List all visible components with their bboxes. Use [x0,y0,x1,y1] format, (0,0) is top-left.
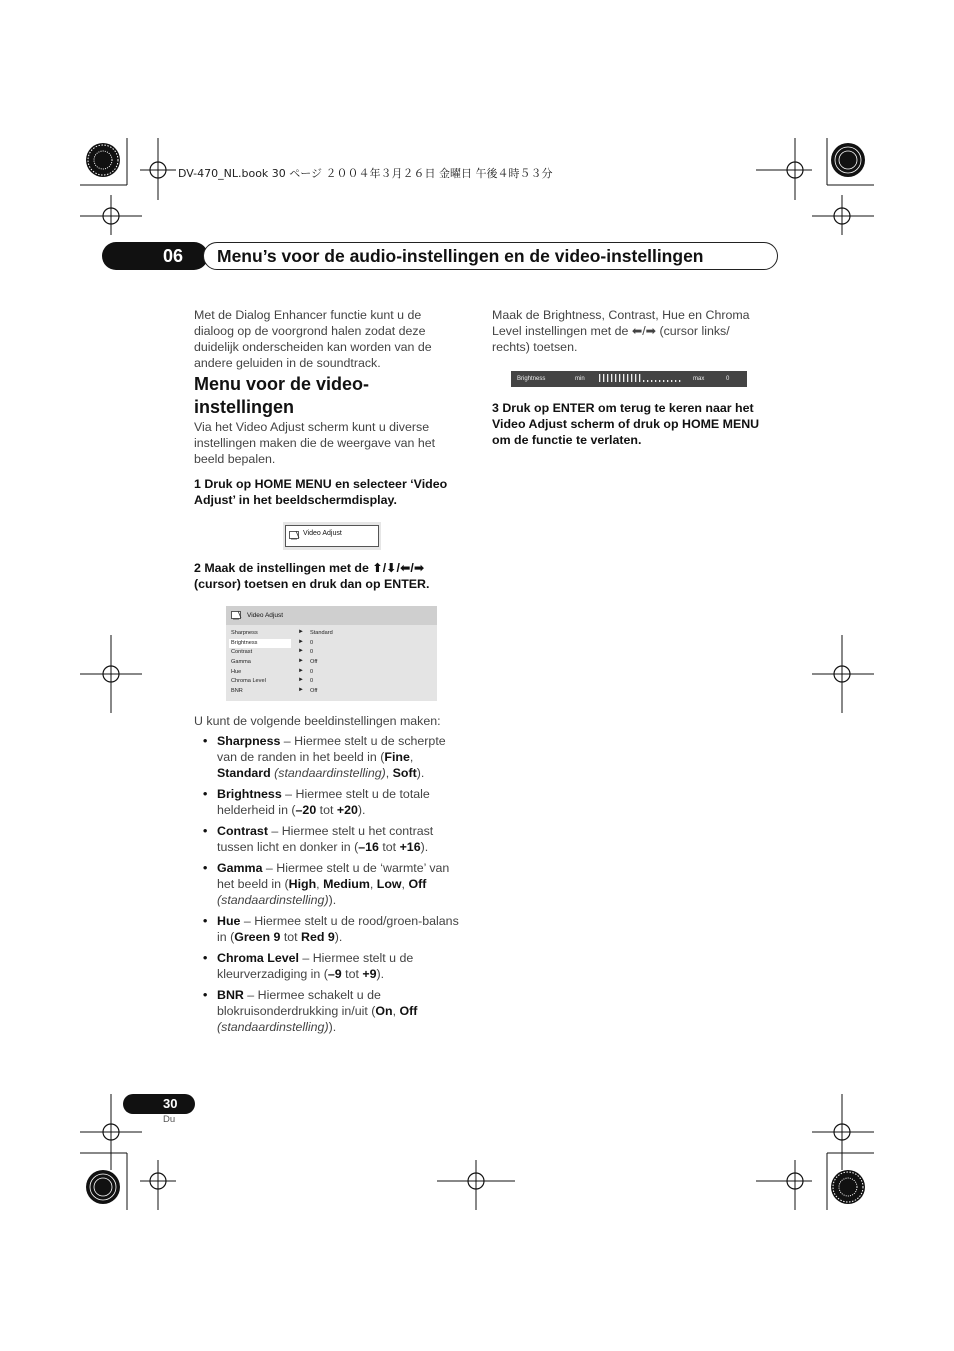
row-value: Off [310,659,318,665]
page-number: 30 [163,1096,178,1111]
brightness-level-meter [599,374,687,384]
option-description: Hiermee stelt u de rood/groen-balans in ( [217,914,459,944]
level-tick [623,374,624,382]
option-name: Contrast [217,824,268,838]
arrow-right-icon: ► [298,658,304,664]
chapter-title: Menu’s voor de audio-instellingen en de video-instellingen [203,242,778,270]
option-end: ). [420,840,429,854]
menu-row-sharpness [226,629,437,638]
arrow-right-icon: ► [298,648,304,654]
option-item: • Chroma Level – Hiermee stelt u de kleurverzadiging in (–9 tot +9). [203,951,414,981]
level-tick [663,380,664,382]
section-title: Menu voor de video-instellingen [194,374,370,417]
row-name: Gamma [231,659,251,665]
row-value: 0 [310,649,314,655]
option-end: ). [416,766,425,780]
video-adjust-box [285,525,379,547]
row-name: Chroma Level [231,678,266,684]
level-tick [667,380,668,382]
option-description: Hiermee stelt u de totale helderheid in ( [217,787,430,817]
option-values: Fine, Standard (standaardinstelling), Soft [217,750,417,780]
menu-title: Video Adjust [247,612,284,619]
bullet: • [203,734,208,748]
row-name: Brightness [231,640,258,646]
level-tick [647,380,648,382]
level-tick [611,374,612,382]
chapter-number-tab [102,242,208,270]
row-value: Standard [310,630,333,636]
option-description: Hiermee stelt u de scherpte van de randen in het beeld in ( [217,734,446,764]
level-tick [627,374,628,382]
bullet: • [203,824,208,838]
menu-row-chroma-level [226,677,437,686]
option-end: ). [328,1020,337,1034]
row-name: Contrast [231,649,253,655]
print-header: DV-470_NL.book 30 ページ ２００４年３月２６日 金曜日 午後４時５３分 [178,167,553,180]
option-values: –9 tot +9 [327,967,377,981]
options-intro: U kunt de volgende beeldinstellingen maken: [194,714,441,728]
menu-row-gamma [226,658,437,667]
option-end: ). [376,967,385,981]
option-description: Hiermee schakelt u de blokruisonderdrukking in/uit ( [217,988,381,1018]
option-name: Gamma [217,861,263,875]
option-values: –16 tot +16 [358,840,421,854]
video-adjust-screen-small [283,522,381,550]
arrow-right-icon: ► [298,668,304,674]
option-end: ). [334,930,343,944]
level-tick [659,380,660,382]
option-values: Green 9 tot Red 9 [234,930,335,944]
option-values: –20 tot +20 [295,803,358,817]
level-tick [655,380,656,382]
option-item: • BNR – Hiermee schakelt u de blokruisonderdrukking in/uit (On, Off (standaardinstelling)). [203,988,418,1034]
option-item: • Hue – Hiermee stelt u de rood/groen-balans in (Green 9 tot Red 9). [203,914,459,944]
option-name: Sharpness [217,734,281,748]
right-intro: Maak de Brightness, Contrast, Hue en Chroma Level instellingen met de ⬅/➡ (cursor links/ rechts) toetsen. [492,308,750,354]
level-tick [619,374,620,382]
level-tick [643,380,644,382]
row-name: Hue [231,669,242,675]
intro-paragraph: Met de Dialog Enhancer functie kunt u de dialoog op de voorgrond halen zodat deze duidelijk onderscheiden kan worden van de andere geluiden in de soundtrack. [194,308,432,370]
step-3: 3 Druk op ENTER om terug te keren naar het Video Adjust scherm of druk op HOME MENU om de functie te verlaten. [492,401,760,447]
chapter-number: 06 [163,246,184,266]
option-description: Hiermee stelt u de kleurverzadiging in ( [217,951,414,981]
brightness-label: Brightness [517,376,546,382]
menu-row-hue [226,668,437,677]
screen-icon [231,610,243,622]
row-name: Sharpness [231,630,258,636]
page-number-tab [123,1094,195,1114]
menu-row-bnr [226,687,437,696]
screen-icon [289,530,300,541]
level-tick [599,374,600,382]
level-tick [639,374,640,382]
menu-row-brightness [226,639,437,648]
options-list [194,733,469,1040]
step-1: 1 Druk op HOME MENU en selecteer ‘Video Adjust’ in het beeldschermdisplay. [194,477,448,507]
page-language: Du [163,1114,176,1125]
option-values: On, Off (standaardinstelling) [217,1004,418,1034]
row-value: 0 [310,640,314,646]
option-name: Chroma Level [217,951,299,965]
option-description: Hiermee stelt u de ‘warmte’ van het beeld in ( [217,861,450,891]
bullet: • [203,988,208,1002]
brightness-min: min [575,376,585,382]
menu-row-contrast [226,648,437,657]
row-name: BNR [231,688,243,694]
option-description: Hiermee stelt u het contrast tussen licht en donker in ( [217,824,434,854]
arrow-right-icon: ► [298,687,304,693]
option-item: • Gamma – Hiermee stelt u de ‘warmte’ van het beeld in (High, Medium, Low, Off (standaardinstelling)). [203,861,450,907]
bullet: • [203,861,208,875]
video-adjust-label: Video Adjust [303,530,342,537]
option-name: BNR [217,988,244,1002]
level-tick [679,380,680,382]
level-tick [607,374,608,382]
level-tick [675,380,676,382]
video-adjust-menu-screen [226,606,437,701]
brightness-bar-screen [511,371,747,387]
option-name: Hue [217,914,241,928]
bullet: • [203,787,208,801]
option-name: Brightness [217,787,282,801]
step-2: 2 Maak de instellingen met de ⬆/⬇/⬅/➡ (cursor) toetsen en druk dan op ENTER. [194,561,430,591]
row-value: Off [310,688,318,694]
brightness-max: max [693,376,705,382]
row-value: 0 [310,678,314,684]
level-tick [631,374,632,382]
level-tick [651,380,652,382]
arrow-right-icon: ► [298,639,304,645]
option-item: • Brightness – Hiermee stelt u de totale helderheid in (–20 tot +20). [203,787,430,817]
option-item: • Sharpness – Hiermee stelt u de scherpte van de randen in het beeld in (Fine, Standard (standaardinstelling), Soft). [203,734,446,780]
option-values: High, Medium, Low, Off (standaardinstelling) [217,877,427,907]
section-intro: Via het Video Adjust scherm kunt u diverse instellingen maken die de weergave van het beeld bepalen. [194,420,436,466]
level-tick [615,374,616,382]
option-item: • Contrast – Hiermee stelt u het contrast tussen licht en donker in (–16 tot +16). [203,824,434,854]
arrow-right-icon: ► [298,629,304,635]
level-tick [603,374,604,382]
bullet: • [203,914,208,928]
option-end: ). [357,803,366,817]
arrow-right-icon: ► [298,677,304,683]
level-tick [671,380,672,382]
row-value: 0 [310,669,314,675]
level-tick [635,374,636,382]
option-end: ). [328,893,337,907]
brightness-value: 0 [726,376,730,382]
bullet: • [203,951,208,965]
